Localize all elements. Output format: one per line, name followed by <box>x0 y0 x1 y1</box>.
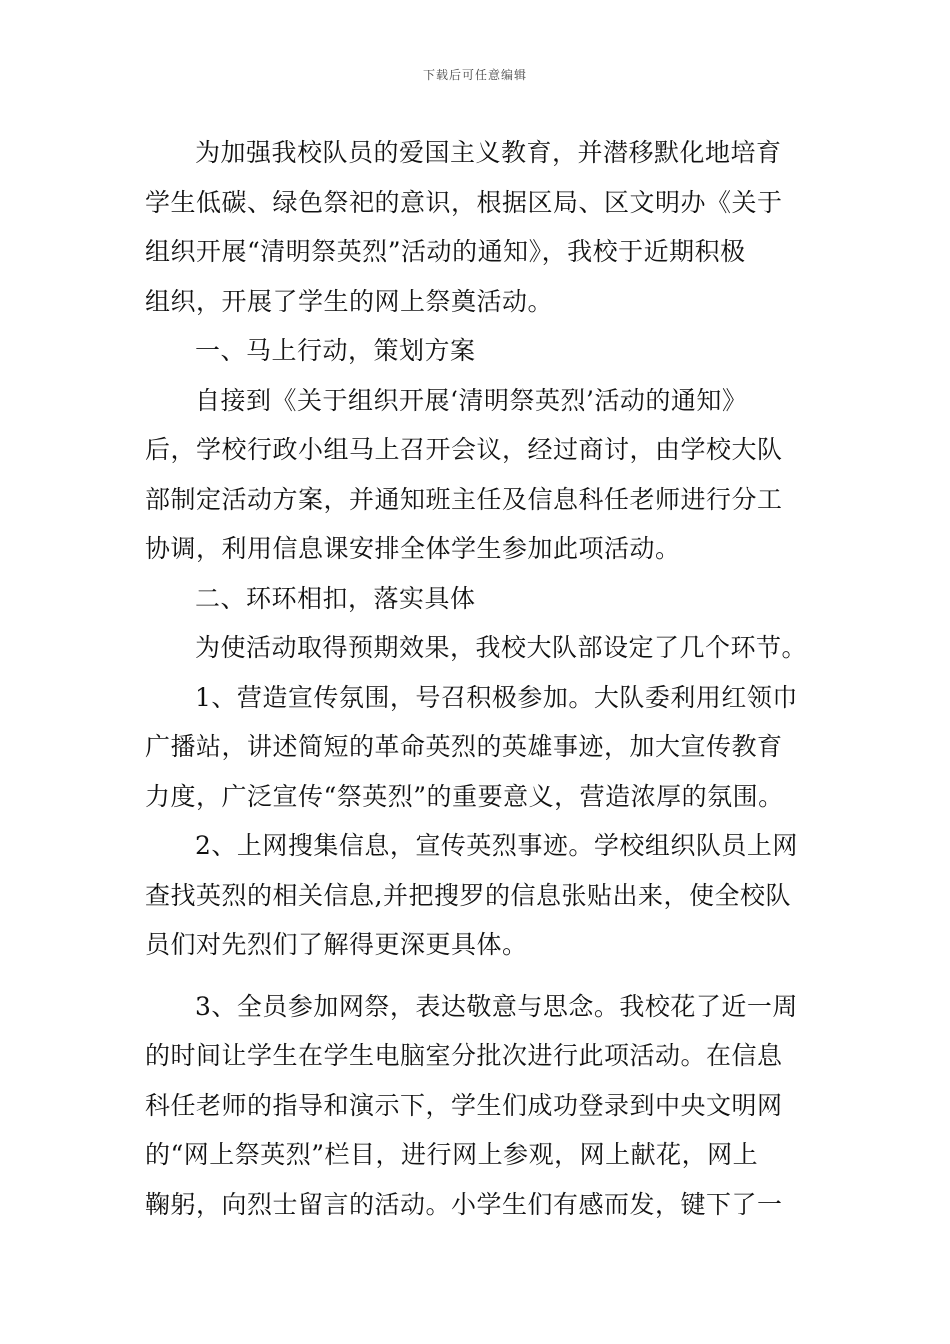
document-body <box>145 128 807 1229</box>
section-heading: 一、马上行动，策划方案 <box>195 336 476 365</box>
text-line: 组织开展“清明祭英烈”活动的通知》，我校于近期积极 <box>145 237 746 266</box>
text-line: 科任老师的指导和演示下，学生们成功登录到中央文明网 <box>145 1090 783 1120</box>
text-line: 自接到《关于组织开展‘清明祭英烈’活动的通知》 <box>195 385 748 415</box>
text-line: 学生低碳、绿色祭祀的意识，根据区局、区文明办《关于 <box>145 187 783 217</box>
text-line: 查找英烈的相关信息,并把搜罗的信息张贴出来，使全校队 <box>145 880 791 910</box>
section-heading: 二、环环相扣，落实具体 <box>195 583 476 613</box>
text-line: 的时间让学生在学生电脑室分批次进行此项活动。在信息 <box>145 1041 783 1070</box>
text-line: 2、上网搜集信息，宣传英烈事迹。学校组织队员上网 <box>195 831 798 860</box>
paragraph-gap <box>145 970 807 982</box>
text-line: 1、营造宣传氛围，号召积极参加。大队委利用红领巾 <box>195 682 798 712</box>
text-line: 协调，利用信息课安排全体学生参加此项活动。 <box>145 534 681 563</box>
text-line: 为使活动取得预期效果，我校大队部设定了几个环节。 <box>195 633 807 662</box>
text-line: 力度，广泛宣传“祭英烈”的重要意义，营造浓厚的氛围。 <box>145 781 784 811</box>
text-line: 组织，开展了学生的网上祭奠活动。 <box>145 286 554 316</box>
text-line: 部制定活动方案，并通知班主任及信息科任老师进行分工 <box>145 484 783 514</box>
text-line: 为加强我校队员的爱国主义教育，并潜移默化地培育 <box>195 138 782 167</box>
text-line: 鞠躬，向烈士留言的活动。小学生们有感而发，键下了一 <box>145 1189 783 1219</box>
header-note: 下载后可任意编辑 <box>422 68 527 82</box>
text-line: 后，学校行政小组马上召开会议，经过商讨，由学校大队 <box>145 435 783 464</box>
text-line: 的“网上祭英烈”栏目，进行网上参观，网上献花，网上 <box>145 1140 759 1169</box>
text-line: 员们对先烈们了解得更深更具体。 <box>145 930 528 959</box>
text-line: 3、全员参加网祭，表达敬意与思念。我校花了近一周 <box>195 991 798 1021</box>
text-line: 广播站，讲述简短的革命英烈的英雄事迹，加大宣传教育 <box>145 732 783 761</box>
